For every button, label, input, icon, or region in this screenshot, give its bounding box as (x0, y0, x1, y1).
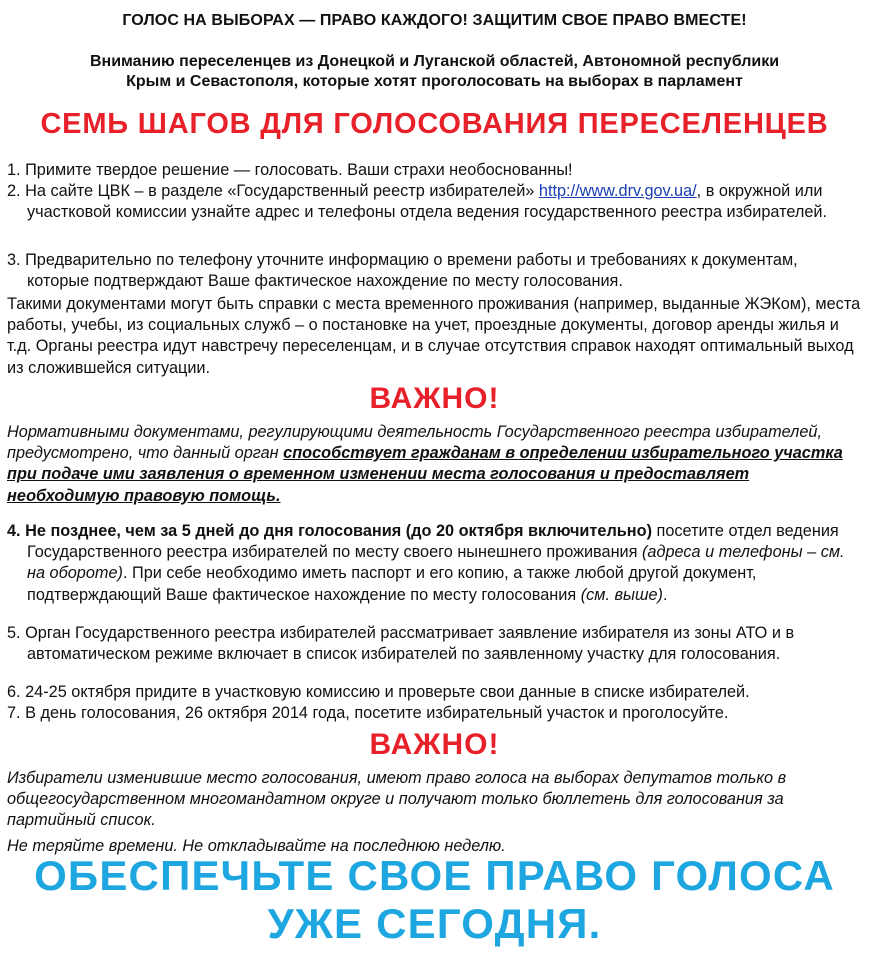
step-4-end: . (662, 585, 668, 604)
cta-line-2: УЖЕ СЕГОДНЯ. (267, 900, 602, 947)
step-4-addresses-note: (адреса и телефоны – см. на обороте) (27, 543, 845, 583)
important-text-1-start: Нормативными документами, регулирующими деятельность Государственного реестра избирателей, предусмотрено, что данный орган (7, 423, 822, 463)
drv-link[interactable]: http://www.drv.gov.ua/ (538, 182, 697, 200)
documents-paragraph: Такими документами могут быть справки с места временного проживания (например, выданные ЖЭКом), места работы, учебы, из социальных служб – о постановке на учет, проездные документы, договор аренды жилья и т.д. Органы реестра идут навстречу переселенцам, и в случае отсутствия справок находят оптимальный выход из сложившейся ситуации. (7, 295, 861, 377)
subtitle-line-1: Вниманию переселенцев из Донецкой и Луганской областей, Автономной республики (89, 53, 780, 70)
important-text-2: Избиратели изменившие место голосования, имеют право голоса на выборах депутатов только в общегосударственном многомандатном округе и получают только бюллетень для голосования за партийный список. (7, 769, 787, 830)
important-text-1-emphasis: способствует гражданам в определении избирательного участка при подаче ими заявления о временном изменении места голосования и предоставляет необходимую правовую помощь. (7, 444, 843, 505)
subtitle (20, 52, 849, 92)
step-4-text-1: посетите отдел ведения Государственного реестра избирателей по месту своего нынешнего проживания (27, 522, 839, 562)
step-4-text-2: . При себе необходимо иметь паспорт и его копию, а также любой другой документ, подтверждающий Ваше фактическое нахождение по месту голосования (27, 564, 757, 604)
subtitle-line-2: Крым и Севастополя, которые хотят проголосовать на выборах в парламент (126, 73, 743, 90)
step-4-deadline: 4. Не позднее, чем за 5 дней до дня голосования (до 20 октября включительно) (7, 522, 653, 540)
step-3: 3. Предварительно по телефону уточните информацию о времени работы и требованиях к документам, которые подтверждают Ваше фактическое нахождение по месту голосования. (7, 251, 798, 291)
step-4-see-above: (см. выше) (580, 585, 663, 604)
header-title: ГОЛОС НА ВЫБОРАХ — ПРАВО КАЖДОГО! ЗАЩИТИМ СВОЕ ПРАВО ВМЕСТЕ! (122, 12, 747, 29)
step-2-text-end: , в окружной или участковой комиссии узнайте адрес и телефоны отдела ведения государственного реестра избирателей. (27, 182, 828, 222)
step-5: 5. Орган Государственного реестра избирателей рассматривает заявление избирателя из зоны АТО и в автоматическом режиме включает в список избирателей по заявленному участку для голосования. (7, 624, 795, 664)
step-7: 7. В день голосования, 26 октября 2014 года, посетите избирательный участок и проголосуйте. (7, 704, 729, 722)
important-heading-1: ВАЖНО! (369, 382, 500, 415)
important-text-1 (7, 422, 864, 507)
main-title: СЕМЬ ШАГОВ ДЛЯ ГОЛОСОВАНИЯ ПЕРЕСЕЛЕНЦЕВ (40, 108, 829, 140)
important-heading-2: ВАЖНО! (369, 728, 500, 761)
step-2 (7, 181, 862, 223)
step-1: 1. Примите твердое решение — голосовать. Ваши страхи необоснованны! (7, 161, 573, 179)
step-4 (7, 521, 862, 606)
step-6: 6. 24-25 октября придите в участковую комиссию и проверьте свои данные в списке избирателей. (7, 683, 750, 701)
step-2-text-start: 2. На сайте ЦВК – в разделе «Государственный реестр избирателей» (7, 182, 539, 200)
footer-note: Не теряйте времени. Не откладывайте на последнюю неделю. (7, 837, 506, 855)
cta-line-1: ОБЕСПЕЧЬТЕ СВОЕ ПРАВО ГОЛОСА (34, 852, 835, 899)
